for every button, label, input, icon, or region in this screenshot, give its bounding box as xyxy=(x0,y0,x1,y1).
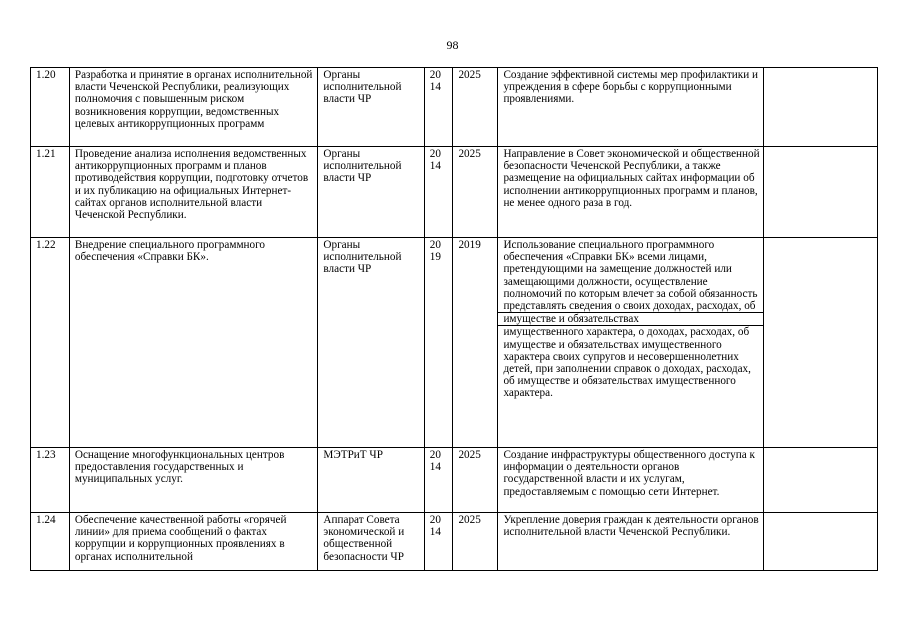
start-year-cell xyxy=(424,147,453,238)
empty-cell xyxy=(764,147,878,238)
end-year: 2025 xyxy=(453,68,498,147)
start-year: 2014 xyxy=(429,148,441,173)
start-year-cell xyxy=(424,68,453,147)
table-row xyxy=(31,448,878,513)
empty-cell xyxy=(764,68,878,147)
empty-cell xyxy=(764,513,878,571)
measures-table xyxy=(30,67,878,571)
start-year: 2014 xyxy=(429,514,441,539)
empty-cell xyxy=(764,238,878,448)
result-part: имущественного характера, о доходах, расходах, об имуществе и обязательствах имущественного характера своих супругов и несовершеннолетних детей, при заполнении справок о доходах, расходах, об имуществе и обязательствах имущественного характера. xyxy=(503,326,751,400)
executor: Органы исполнительной власти ЧР xyxy=(318,147,424,238)
expected-result: Создание инфраструктуры общественного доступа к информации о деятельности органов государственной власти и их услугам, предоставляемым с помощью сети Интернет. xyxy=(498,448,764,513)
start-year: 2019 xyxy=(429,239,441,264)
result-part: имуществе и обязательствах xyxy=(498,313,763,326)
end-year: 2025 xyxy=(453,448,498,513)
event-description: Оснащение многофункциональных центров предоставления государственных и муниципальных услуг. xyxy=(69,448,318,513)
start-year-cell xyxy=(424,238,453,448)
start-year: 2014 xyxy=(429,449,441,474)
event-description: Разработка и принятие в органах исполнительной власти Чеченской Республики, реализующих полномочия с повышенным риском возникновения коррупции, ведомственных целевых антикоррупционных программ xyxy=(69,68,318,147)
start-year-cell xyxy=(424,448,453,513)
expected-result: Создание эффективной системы мер профилактики и упреждения в сфере борьбы с коррупционными проявлениями. xyxy=(498,68,764,147)
item-number: 1.23 xyxy=(31,448,70,513)
executor: Аппарат Совета экономической и общественной безопасности ЧР xyxy=(318,513,424,571)
table-row xyxy=(31,147,878,238)
empty-cell xyxy=(764,448,878,513)
event-description: Обеспечение качественной работы «горячей линии» для приема сообщений о фактах коррупции и коррупционных проявлениях в органах исполнительной xyxy=(69,513,318,571)
table-row xyxy=(31,68,878,147)
end-year: 2025 xyxy=(453,513,498,571)
start-year: 2014 xyxy=(429,69,441,94)
item-number: 1.21 xyxy=(31,147,70,238)
table-row xyxy=(31,238,878,448)
event-description: Внедрение специального программного обеспечения «Справки БК». xyxy=(69,238,318,448)
page-number: 98 xyxy=(446,38,459,52)
executor: Органы исполнительной власти ЧР xyxy=(318,238,424,448)
expected-result xyxy=(498,238,764,448)
item-number: 1.22 xyxy=(31,238,70,448)
end-year: 2025 xyxy=(453,147,498,238)
end-year: 2019 xyxy=(453,238,498,448)
item-number: 1.24 xyxy=(31,513,70,571)
start-year-cell xyxy=(424,513,453,571)
event-description: Проведение анализа исполнения ведомственных антикоррупционных программ и планов противодействия коррупции, подготовку отчетов и их публикацию на официальных Интернет-сайтах органов исполнительной власти Чеченской Республики. xyxy=(69,147,318,238)
expected-result: Укрепление доверия граждан к деятельности органов исполнительной власти Чеченской Республики. xyxy=(498,513,764,571)
expected-result: Направление в Совет экономической и общественной безопасности Чеченской Республики, а также размещение на официальных сайтах информации об исполнении антикоррупционных программ и планов, не менее одного раза в год. xyxy=(498,147,764,238)
item-number: 1.20 xyxy=(31,68,70,147)
executor: Органы исполнительной власти ЧР xyxy=(318,68,424,147)
executor: МЭТРиТ ЧР xyxy=(318,448,424,513)
result-part: Использование специального программного обеспечения «Справки БК» всеми лицами, претендующими на замещение должностей или замещающими должности, осуществление полномочий по которым влечет за собой обязанность представлять сведения о своих доходах, расходах, об xyxy=(498,239,763,313)
table-row xyxy=(31,513,878,571)
